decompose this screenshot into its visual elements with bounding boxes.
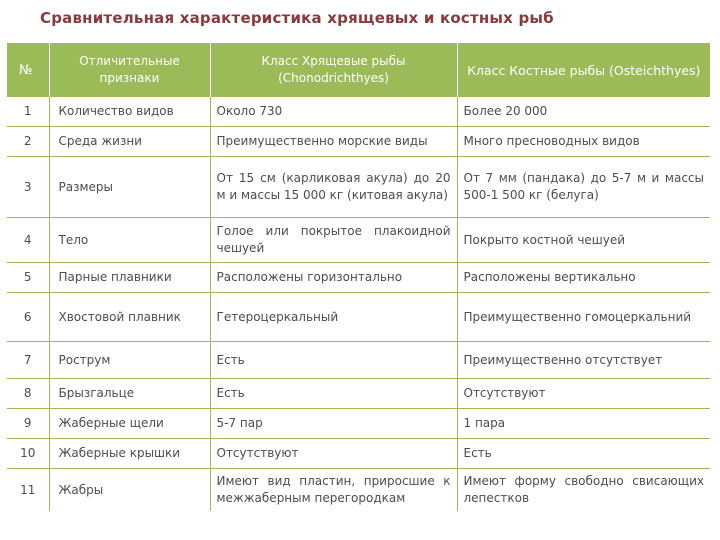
table-row — [7, 293, 710, 342]
table-row — [7, 157, 710, 218]
table-row — [7, 97, 710, 127]
row-number: 8 — [7, 379, 49, 409]
table-row — [7, 342, 710, 379]
row-feature: Рострум — [49, 342, 210, 379]
row-feature: Брызгальце — [49, 379, 210, 409]
row-number: 2 — [7, 127, 49, 157]
row-feature: Хвостовой плавник — [49, 293, 210, 342]
header-chondrichthyes-line2: (Chonodrichthyes) — [278, 71, 389, 85]
table-row — [7, 127, 710, 157]
row-chondrichthyes: Около 730 — [210, 97, 457, 127]
row-chondrichthyes: 5-7 пар — [210, 409, 457, 439]
header-osteichthyes: Класс Костные рыбы (Osteichthyes) — [457, 43, 710, 97]
row-number: 3 — [7, 157, 49, 218]
row-chondrichthyes: Расположены горизонтально — [210, 263, 457, 293]
table-row — [7, 263, 710, 293]
row-feature: Среда жизни — [49, 127, 210, 157]
row-number: 11 — [7, 469, 49, 512]
row-number: 7 — [7, 342, 49, 379]
row-feature: Жабры — [49, 469, 210, 512]
row-feature: Тело — [49, 218, 210, 263]
row-osteichthyes: Покрыто костной чешуей — [457, 218, 710, 263]
table-row — [7, 439, 710, 469]
table-row — [7, 469, 710, 512]
table-row — [7, 409, 710, 439]
row-chondrichthyes: От 15 см (карликовая акула) до 20 м и массы 15 000 кг (китовая акула) — [210, 157, 457, 218]
page-title: Сравнительная характеристика хрящевых и костных рыб — [40, 9, 554, 27]
row-number: 6 — [7, 293, 49, 342]
row-chondrichthyes: Гетероцеркальный — [210, 293, 457, 342]
header-feature-line2: признаки — [99, 71, 160, 85]
header-feature — [49, 43, 210, 97]
row-chondrichthyes: Преимущественно морские виды — [210, 127, 457, 157]
table-row — [7, 379, 710, 409]
header-number: № — [7, 43, 49, 97]
header-feature-line1: Отличительные — [79, 54, 180, 68]
row-osteichthyes: Есть — [457, 439, 710, 469]
row-feature: Количество видов — [49, 97, 210, 127]
row-osteichthyes: Преимущественно отсутствует — [457, 342, 710, 379]
row-osteichthyes: 1 пара — [457, 409, 710, 439]
header-chondrichthyes — [210, 43, 457, 97]
row-number: 5 — [7, 263, 49, 293]
row-osteichthyes: От 7 мм (пандака) до 5-7 м и массы 500-1 500 кг (белуга) — [457, 157, 710, 218]
row-feature: Жаберные крышки — [49, 439, 210, 469]
row-chondrichthyes: Голое или покрытое плакоидной чешуей — [210, 218, 457, 263]
row-osteichthyes: Отсутствуют — [457, 379, 710, 409]
comparison-table — [7, 43, 710, 511]
row-chondrichthyes: Отсутствуют — [210, 439, 457, 469]
row-osteichthyes: Преимущественно гомоцеркальний — [457, 293, 710, 342]
header-chondrichthyes-line1: Класс Хрящевые рыбы — [261, 54, 406, 68]
row-osteichthyes: Расположены вертикально — [457, 263, 710, 293]
row-osteichthyes: Более 20 000 — [457, 97, 710, 127]
comparison-table-container — [7, 43, 710, 511]
row-number: 9 — [7, 409, 49, 439]
row-feature: Парные плавники — [49, 263, 210, 293]
table-header-row — [7, 43, 710, 97]
row-feature: Жаберные щели — [49, 409, 210, 439]
row-number: 4 — [7, 218, 49, 263]
row-osteichthyes: Имеют форму свободно свисающих лепестков — [463, 474, 704, 505]
row-chondrichthyes: Есть — [210, 342, 457, 379]
table-row — [7, 218, 710, 263]
row-osteichthyes: Много пресноводных видов — [457, 127, 710, 157]
row-number: 10 — [7, 439, 49, 469]
row-number: 1 — [7, 97, 49, 127]
row-feature: Размеры — [49, 157, 210, 218]
row-chondrichthyes: Имеют вид пластин, приросшие к межжаберным перегородкам — [210, 469, 457, 512]
row-chondrichthyes: Есть — [210, 379, 457, 409]
